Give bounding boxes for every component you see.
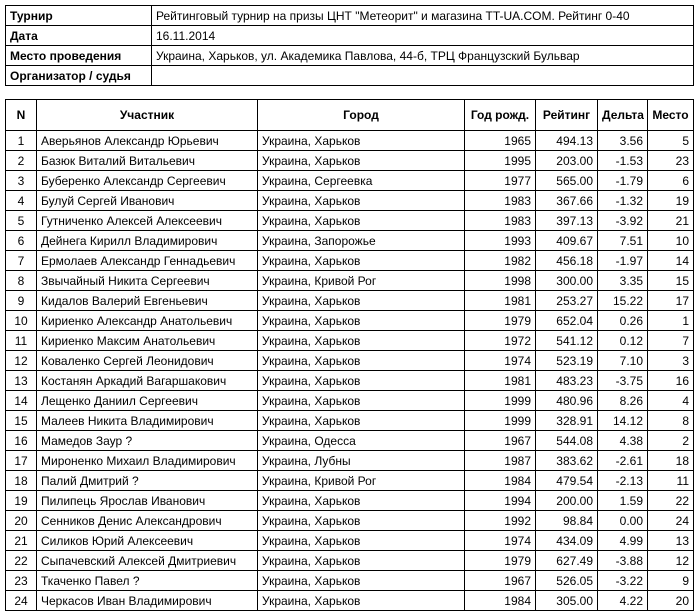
table-row (6, 291, 694, 311)
cell-delta: 14.12 (598, 411, 648, 431)
cell-delta: -1.97 (598, 251, 648, 271)
table-row (6, 411, 694, 431)
cell-number: 9 (6, 291, 37, 311)
cell-birth-year: 1979 (465, 311, 536, 331)
table-row (6, 151, 694, 171)
cell-number: 20 (6, 511, 37, 531)
cell-birth-year: 1987 (465, 451, 536, 471)
cell-delta: 7.51 (598, 231, 648, 251)
cell-birth-year: 1965 (465, 131, 536, 151)
cell-delta: 7.10 (598, 351, 648, 371)
cell-participant: Мамедов Заур ? (37, 431, 258, 451)
cell-city: Украина, Лубны (258, 451, 465, 471)
cell-birth-year: 1972 (465, 331, 536, 351)
cell-delta: -3.75 (598, 371, 648, 391)
cell-delta: -3.22 (598, 571, 648, 591)
cell-number: 3 (6, 171, 37, 191)
cell-city: Украина, Харьков (258, 211, 465, 231)
cell-birth-year: 1995 (465, 151, 536, 171)
cell-birth-year: 1983 (465, 191, 536, 211)
cell-number: 7 (6, 251, 37, 271)
cell-birth-year: 1984 (465, 471, 536, 491)
table-row (6, 371, 694, 391)
cell-rating: 652.04 (536, 311, 598, 331)
cell-city: Украина, Кривой Рог (258, 271, 465, 291)
cell-number: 17 (6, 451, 37, 471)
cell-number: 5 (6, 211, 37, 231)
table-row (6, 251, 694, 271)
cell-participant: Базюк Виталий Витальевич (37, 151, 258, 171)
cell-participant: Мироненко Михаил Владимирович (37, 451, 258, 471)
table-row (6, 331, 694, 351)
table-row (6, 491, 694, 511)
cell-number: 18 (6, 471, 37, 491)
info-label: Место проведения (6, 46, 152, 66)
cell-participant: Звычайный Никита Сергеевич (37, 271, 258, 291)
cell-participant: Черкасов Иван Владимирович (37, 591, 258, 611)
cell-place: 15 (648, 271, 694, 291)
cell-delta: -1.32 (598, 191, 648, 211)
cell-number: 24 (6, 591, 37, 611)
cell-city: Украина, Харьков (258, 551, 465, 571)
info-value: 16.11.2014 (152, 26, 694, 46)
cell-place: 17 (648, 291, 694, 311)
cell-city: Украина, Сергеевка (258, 171, 465, 191)
cell-city: Украина, Харьков (258, 571, 465, 591)
cell-place: 24 (648, 511, 694, 531)
cell-rating: 200.00 (536, 491, 598, 511)
cell-delta: 0.00 (598, 511, 648, 531)
cell-rating: 203.00 (536, 151, 598, 171)
cell-participant: Ермолаев Александр Геннадьевич (37, 251, 258, 271)
table-row (6, 591, 694, 611)
cell-city: Украина, Харьков (258, 311, 465, 331)
cell-rating: 480.96 (536, 391, 598, 411)
cell-birth-year: 1993 (465, 231, 536, 251)
table-row (6, 511, 694, 531)
cell-birth-year: 1992 (465, 511, 536, 531)
cell-place: 13 (648, 531, 694, 551)
cell-birth-year: 1983 (465, 211, 536, 231)
table-row (6, 571, 694, 591)
cell-delta: 4.99 (598, 531, 648, 551)
table-row (6, 131, 694, 151)
cell-rating: 253.27 (536, 291, 598, 311)
cell-number: 1 (6, 131, 37, 151)
cell-place: 22 (648, 491, 694, 511)
cell-rating: 541.12 (536, 331, 598, 351)
cell-city: Украина, Харьков (258, 491, 465, 511)
table-row (6, 211, 694, 231)
cell-place: 4 (648, 391, 694, 411)
table-row (6, 431, 694, 451)
table-row (6, 171, 694, 191)
cell-delta: -2.13 (598, 471, 648, 491)
cell-rating: 494.13 (536, 131, 598, 151)
cell-participant: Костанян Аркадий Вагаршакович (37, 371, 258, 391)
column-header-n: N (6, 100, 37, 131)
cell-rating: 98.84 (536, 511, 598, 531)
cell-rating: 483.23 (536, 371, 598, 391)
cell-delta: 8.26 (598, 391, 648, 411)
cell-number: 2 (6, 151, 37, 171)
cell-birth-year: 1998 (465, 271, 536, 291)
results-header-row (6, 100, 694, 131)
column-header-place: Место (648, 100, 694, 131)
cell-place: 6 (648, 171, 694, 191)
cell-rating: 526.05 (536, 571, 598, 591)
cell-city: Украина, Харьков (258, 371, 465, 391)
cell-city: Украина, Харьков (258, 591, 465, 611)
cell-participant: Буберенко Александр Сергеевич (37, 171, 258, 191)
cell-city: Украина, Одесса (258, 431, 465, 451)
cell-participant: Кириенко Александр Анатольевич (37, 311, 258, 331)
cell-number: 23 (6, 571, 37, 591)
cell-number: 15 (6, 411, 37, 431)
cell-birth-year: 1977 (465, 171, 536, 191)
cell-participant: Аверьянов Александр Юрьевич (37, 131, 258, 151)
cell-city: Украина, Харьков (258, 251, 465, 271)
cell-rating: 409.67 (536, 231, 598, 251)
info-row-organizer (6, 66, 694, 86)
cell-rating: 479.54 (536, 471, 598, 491)
cell-place: 16 (648, 371, 694, 391)
info-label: Организатор / судья (6, 66, 152, 86)
cell-delta: -1.53 (598, 151, 648, 171)
cell-number: 13 (6, 371, 37, 391)
cell-city: Украина, Харьков (258, 511, 465, 531)
cell-participant: Кидалов Валерий Евгеньевич (37, 291, 258, 311)
cell-delta: -3.88 (598, 551, 648, 571)
results-table (5, 99, 694, 611)
cell-number: 11 (6, 331, 37, 351)
cell-place: 19 (648, 191, 694, 211)
table-row (6, 271, 694, 291)
cell-number: 22 (6, 551, 37, 571)
cell-participant: Палий Дмитрий ? (37, 471, 258, 491)
cell-birth-year: 1981 (465, 371, 536, 391)
cell-delta: -3.92 (598, 211, 648, 231)
cell-delta: 3.56 (598, 131, 648, 151)
cell-number: 12 (6, 351, 37, 371)
cell-city: Украина, Харьков (258, 291, 465, 311)
cell-birth-year: 1974 (465, 351, 536, 371)
cell-participant: Сыпачевский Алексей Дмитриевич (37, 551, 258, 571)
table-row (6, 191, 694, 211)
cell-birth-year: 1994 (465, 491, 536, 511)
cell-city: Украина, Харьков (258, 391, 465, 411)
cell-participant: Гутниченко Алексей Алексеевич (37, 211, 258, 231)
cell-number: 6 (6, 231, 37, 251)
cell-participant: Коваленко Сергей Леонидович (37, 351, 258, 371)
cell-birth-year: 1982 (465, 251, 536, 271)
info-row-date (6, 26, 694, 46)
cell-rating: 627.49 (536, 551, 598, 571)
cell-delta: 1.59 (598, 491, 648, 511)
cell-place: 5 (648, 131, 694, 151)
cell-participant: Кириенко Максим Анатольевич (37, 331, 258, 351)
column-header-birth-year: Год рожд. (465, 100, 536, 131)
cell-delta: 0.26 (598, 311, 648, 331)
cell-city: Украина, Харьков (258, 151, 465, 171)
cell-delta: -1.79 (598, 171, 648, 191)
cell-participant: Дейнега Кирилл Владимирович (37, 231, 258, 251)
cell-place: 10 (648, 231, 694, 251)
cell-birth-year: 1984 (465, 591, 536, 611)
info-row-tournament (6, 6, 694, 26)
cell-delta: 0.12 (598, 331, 648, 351)
cell-place: 8 (648, 411, 694, 431)
cell-rating: 300.00 (536, 271, 598, 291)
cell-city: Украина, Харьков (258, 351, 465, 371)
table-row (6, 231, 694, 251)
cell-city: Украина, Кривой Рог (258, 471, 465, 491)
table-row (6, 311, 694, 331)
cell-delta: 3.35 (598, 271, 648, 291)
cell-participant: Силиков Юрий Алексеевич (37, 531, 258, 551)
cell-rating: 367.66 (536, 191, 598, 211)
column-header-city: Город (258, 100, 465, 131)
cell-birth-year: 1967 (465, 431, 536, 451)
cell-participant: Пилипець Ярослав Иванович (37, 491, 258, 511)
cell-rating: 383.62 (536, 451, 598, 471)
cell-place: 2 (648, 431, 694, 451)
info-value: Рейтинговый турнир на призы ЦНТ "Метеорит" и магазина TT-UA.COM. Рейтинг 0-40 (152, 6, 694, 26)
cell-delta: 15.22 (598, 291, 648, 311)
cell-participant: Лещенко Даниил Сергеевич (37, 391, 258, 411)
cell-birth-year: 1974 (465, 531, 536, 551)
cell-rating: 544.08 (536, 431, 598, 451)
cell-city: Украина, Харьков (258, 411, 465, 431)
info-label: Дата (6, 26, 152, 46)
cell-place: 12 (648, 551, 694, 571)
table-row (6, 471, 694, 491)
info-value (152, 66, 694, 86)
info-value: Украина, Харьков, ул. Академика Павлова, 44-б, ТРЦ Французский Бульвар (152, 46, 694, 66)
column-header-participant: Участник (37, 100, 258, 131)
info-row-venue (6, 46, 694, 66)
cell-number: 16 (6, 431, 37, 451)
cell-place: 20 (648, 591, 694, 611)
cell-participant: Ткаченко Павел ? (37, 571, 258, 591)
column-header-delta: Дельта (598, 100, 648, 131)
cell-birth-year: 1999 (465, 391, 536, 411)
cell-number: 10 (6, 311, 37, 331)
column-header-rating: Рейтинг (536, 100, 598, 131)
cell-place: 7 (648, 331, 694, 351)
cell-number: 8 (6, 271, 37, 291)
cell-place: 9 (648, 571, 694, 591)
cell-city: Украина, Харьков (258, 531, 465, 551)
cell-rating: 305.00 (536, 591, 598, 611)
cell-place: 14 (648, 251, 694, 271)
cell-rating: 523.19 (536, 351, 598, 371)
cell-birth-year: 1967 (465, 571, 536, 591)
cell-place: 1 (648, 311, 694, 331)
cell-rating: 397.13 (536, 211, 598, 231)
cell-participant: Сенников Денис Александрович (37, 511, 258, 531)
cell-birth-year: 1981 (465, 291, 536, 311)
table-row (6, 451, 694, 471)
cell-rating: 565.00 (536, 171, 598, 191)
cell-number: 21 (6, 531, 37, 551)
cell-delta: -2.61 (598, 451, 648, 471)
cell-number: 19 (6, 491, 37, 511)
results-body (6, 131, 694, 611)
cell-place: 3 (648, 351, 694, 371)
cell-rating: 456.18 (536, 251, 598, 271)
cell-delta: 4.22 (598, 591, 648, 611)
cell-rating: 434.09 (536, 531, 598, 551)
cell-delta: 4.38 (598, 431, 648, 451)
cell-city: Украина, Харьков (258, 131, 465, 151)
cell-place: 21 (648, 211, 694, 231)
cell-place: 23 (648, 151, 694, 171)
table-row (6, 351, 694, 371)
cell-rating: 328.91 (536, 411, 598, 431)
table-row (6, 391, 694, 411)
info-label: Турнир (6, 6, 152, 26)
cell-number: 4 (6, 191, 37, 211)
cell-number: 14 (6, 391, 37, 411)
cell-participant: Малеев Никита Владимирович (37, 411, 258, 431)
table-row (6, 551, 694, 571)
tournament-info-table (5, 5, 694, 86)
cell-participant: Булуй Сергей Иванович (37, 191, 258, 211)
cell-place: 18 (648, 451, 694, 471)
cell-city: Украина, Запорожье (258, 231, 465, 251)
cell-city: Украина, Харьков (258, 191, 465, 211)
cell-city: Украина, Харьков (258, 331, 465, 351)
cell-birth-year: 1999 (465, 411, 536, 431)
cell-birth-year: 1979 (465, 551, 536, 571)
table-row (6, 531, 694, 551)
cell-place: 11 (648, 471, 694, 491)
